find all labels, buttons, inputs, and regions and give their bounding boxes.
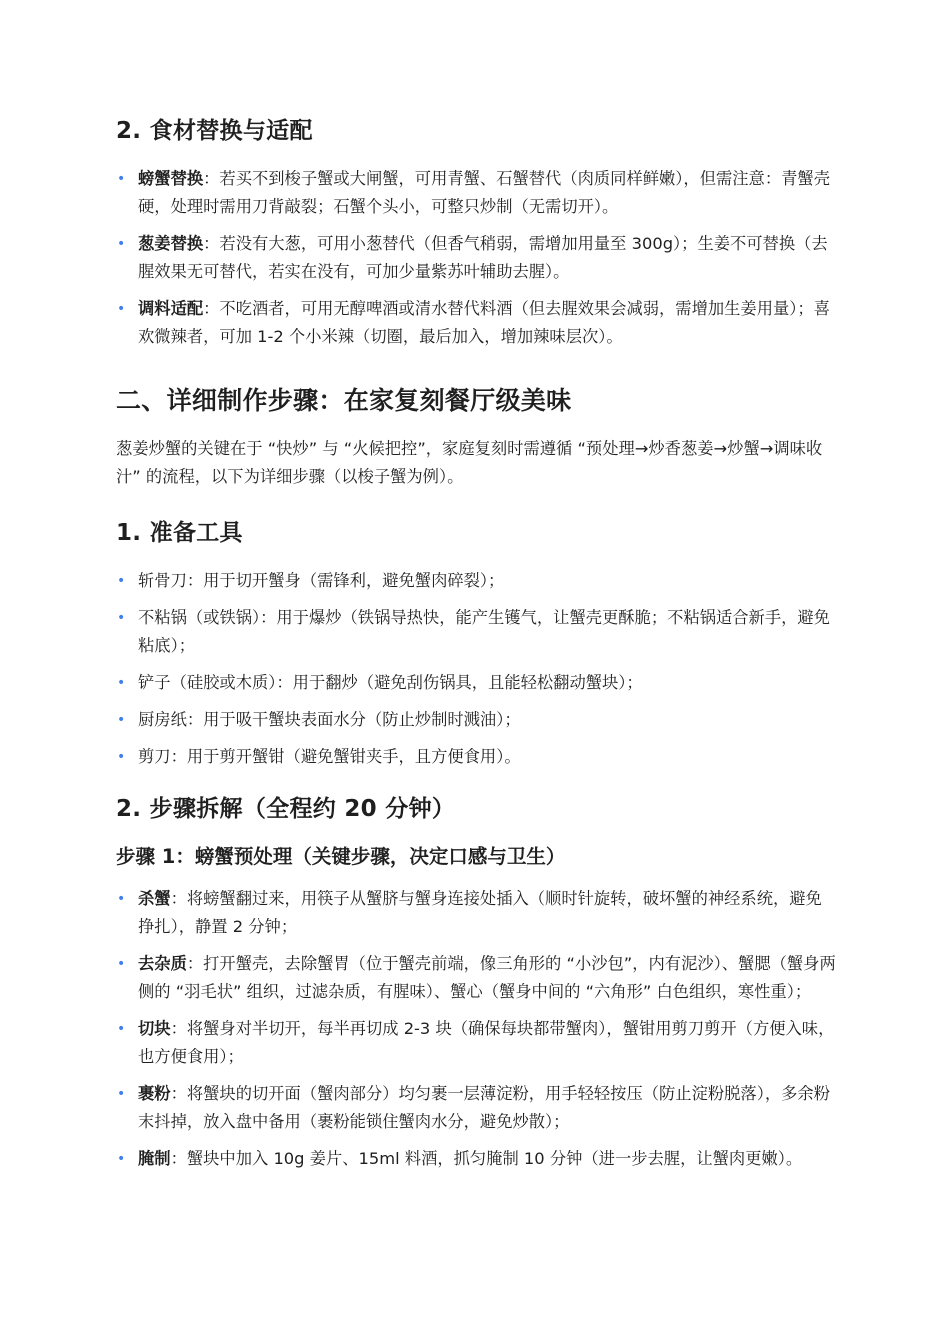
item-term: 葱姜替换 bbox=[138, 234, 204, 253]
list-item bbox=[116, 706, 838, 734]
section-heading-step-breakdown: 2. 步骤拆解（全程约 20 分钟） bbox=[116, 796, 456, 822]
list-item bbox=[116, 885, 838, 941]
list-item bbox=[116, 567, 838, 595]
bullet-icon: • bbox=[117, 236, 126, 252]
bullet-icon: • bbox=[117, 1151, 126, 1167]
list-item bbox=[116, 230, 838, 286]
item-text: ：不吃酒者，可用无醇啤酒或清水替代料酒（但去腥效果会减弱，需增加生姜用量）；喜欢微辣者，可加 1-2 个小米辣（切圈，最后加入，增加辣味层次）。 bbox=[138, 299, 830, 346]
bullet-icon: • bbox=[117, 675, 126, 691]
item-text: ：打开蟹壳，去除蟹胃（位于蟹壳前端，像三角形的 “小沙包”，内有泥沙）、蟹腮（蟹身两侧的 “羽毛状” 组织，过滤杂质，有腥味）、蟹心（蟹身中间的 “六角形” 白色组织，寒性重）； bbox=[138, 954, 836, 1001]
item-text: 剪刀：用于剪开蟹钳（避免蟹钳夹手，且方便食用）。 bbox=[138, 747, 521, 766]
list-item bbox=[116, 1015, 838, 1071]
substitution-list bbox=[116, 165, 838, 351]
item-text: ：将蟹身对半切开，每半再切成 2-3 块（确保每块都带蟹肉），蟹钳用剪刀剪开（方便入味，也方便食用）； bbox=[138, 1019, 835, 1066]
step-1-title: 步骤 1：螃蟹预处理（关键步骤，决定口感与卫生） bbox=[116, 845, 566, 868]
bullet-icon: • bbox=[117, 1086, 126, 1102]
list-item bbox=[116, 1145, 838, 1173]
item-term: 切块 bbox=[138, 1019, 171, 1038]
tools-list bbox=[116, 567, 838, 771]
item-text: ：蟹块中加入 10g 姜片、15ml 料酒，抓匀腌制 10 分钟（进一步去腥，让蟹肉更嫩）。 bbox=[170, 1149, 803, 1168]
list-item bbox=[116, 743, 838, 771]
bullet-icon: • bbox=[117, 171, 126, 187]
bullet-icon: • bbox=[117, 573, 126, 589]
bullet-icon: • bbox=[117, 712, 126, 728]
item-text: ：将螃蟹翻过来，用筷子从蟹脐与蟹身连接处插入（顺时针旋转，破坏蟹的神经系统，避免挣扎），静置 2 分钟； bbox=[138, 889, 822, 936]
item-text: 铲子（硅胶或木质）：用于翻炒（避免刮伤锅具，且能轻松翻动蟹块）； bbox=[138, 673, 643, 692]
list-item bbox=[116, 1080, 838, 1136]
section-heading-detailed-steps: 二、详细制作步骤：在家复刻餐厅级美味 bbox=[116, 386, 572, 415]
item-text: 斩骨刀：用于切开蟹身（需锋利，避免蟹肉碎裂）； bbox=[138, 571, 505, 590]
section-heading-ingredient-substitution: 2. 食材替换与适配 bbox=[116, 118, 313, 144]
list-item bbox=[116, 669, 838, 697]
item-text: ：将蟹块的切开面（蟹肉部分）均匀裹一层薄淀粉，用手轻轻按压（防止淀粉脱落），多余粉末抖掉，放入盘中备用（裹粉能锁住蟹肉水分，避免炒散）； bbox=[138, 1084, 830, 1131]
item-text: ：若买不到梭子蟹或大闸蟹，可用青蟹、石蟹替代（肉质同样鲜嫩），但需注意：青蟹壳硬，处理时需用刀背敲裂；石蟹个头小，可整只炒制（无需切开）。 bbox=[138, 169, 830, 216]
intro-paragraph: 葱姜炒蟹的关键在于 “快炒” 与 “火候把控”，家庭复刻时需遵循 “预处理→炒香葱姜→炒蟹→调味收汁” 的流程，以下为详细步骤（以梭子蟹为例）。 bbox=[116, 439, 823, 486]
item-term: 杀蟹 bbox=[138, 889, 171, 908]
list-item bbox=[116, 604, 838, 660]
item-term: 裹粉 bbox=[138, 1084, 171, 1103]
item-text: 不粘锅（或铁锅）：用于爆炒（铁锅导热快，能产生镬气，让蟹壳更酥脆；不粘锅适合新手，避免粘底）； bbox=[138, 608, 830, 655]
document-body bbox=[116, 115, 838, 1195]
list-item bbox=[116, 165, 838, 221]
section-heading-tools: 1. 准备工具 bbox=[116, 520, 243, 546]
bullet-icon: • bbox=[117, 749, 126, 765]
item-term: 腌制 bbox=[138, 1149, 171, 1168]
bullet-icon: • bbox=[117, 956, 126, 972]
list-item bbox=[116, 295, 838, 351]
bullet-icon: • bbox=[117, 301, 126, 317]
item-term: 螃蟹替换 bbox=[138, 169, 204, 188]
item-text: ：若没有大葱，可用小葱替代（但香气稍弱，需增加用量至 300g）；生姜不可替换（去腥效果无可替代，若实在没有，可加少量紫苏叶辅助去腥）。 bbox=[138, 234, 828, 281]
item-text: 厨房纸：用于吸干蟹块表面水分（防止炒制时溅油）； bbox=[138, 710, 521, 729]
bullet-icon: • bbox=[117, 610, 126, 626]
item-term: 调料适配 bbox=[138, 299, 204, 318]
bullet-icon: • bbox=[117, 1021, 126, 1037]
list-item bbox=[116, 950, 838, 1006]
bullet-icon: • bbox=[117, 891, 126, 907]
item-term: 去杂质 bbox=[138, 954, 187, 973]
step-1-list bbox=[116, 885, 838, 1173]
